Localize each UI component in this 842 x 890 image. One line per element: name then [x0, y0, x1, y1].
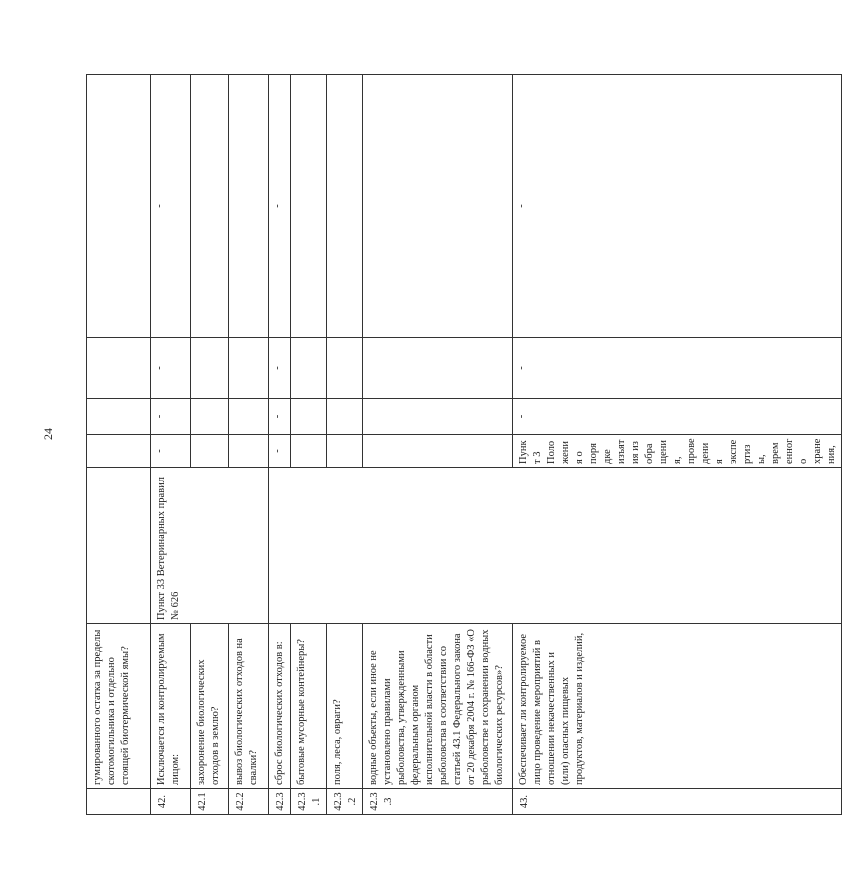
- answer-no-cell: [229, 399, 269, 435]
- note-cell: [191, 75, 229, 338]
- answer-yes-cell: -: [513, 399, 842, 435]
- question-cell: поля, леса, овраги?: [327, 624, 363, 789]
- answer-no-cell: -: [513, 338, 842, 399]
- table-row: [327, 75, 363, 815]
- answer-no-cell: -: [151, 399, 191, 435]
- row-number: 42.1: [191, 789, 229, 815]
- table-row: [269, 75, 291, 815]
- note-cell: -: [151, 75, 191, 338]
- table-row: [191, 75, 229, 815]
- answer-yes-cell: [291, 435, 327, 468]
- note-cell: [229, 75, 269, 338]
- row-number: 43.: [513, 789, 842, 815]
- reference-cell: Пункт 3 Положения о порядке изъятия из обращения, проведения экспертизы, временного хранения,: [513, 435, 842, 468]
- note-cell: [291, 75, 327, 338]
- answer-no-cell: -: [269, 399, 291, 435]
- table-row: [363, 75, 513, 815]
- answer-yes-cell: [363, 435, 513, 468]
- answer-na-cell: [327, 338, 363, 399]
- answer-no-cell: [191, 399, 229, 435]
- checklist-table: [86, 74, 842, 815]
- note-cell: [327, 75, 363, 338]
- row-number: 42.: [151, 789, 191, 815]
- row-number: 42.3.2: [327, 789, 363, 815]
- question-cell: Исключается ли контролируемым лицом:: [151, 624, 191, 789]
- note-cell: -: [269, 75, 291, 338]
- row-number: 42.3: [269, 789, 291, 815]
- answer-na-cell: [229, 338, 269, 399]
- checklist-table-container: [86, 75, 837, 815]
- question-cell: водные объекты, если иное не установлено правилами рыболовства, утвержденными федеральным органом исполнительной власти в области рыболовства в соответствии со статьей 43.1 Федерального закона от 20 декабря 2004 г. № 166-ФЗ «О рыболовстве и сохранении водных биологических ресурсов»?: [363, 624, 513, 789]
- reference-cell: [269, 468, 842, 624]
- reference-cell: Пункт 33 Ветеринарных правил № 626: [151, 468, 269, 624]
- answer-no-cell: [363, 399, 513, 435]
- table-row: [513, 75, 842, 815]
- table-row: [87, 75, 151, 815]
- question-cell: Обеспечивает ли контролируемое лицо проведение мероприятий в отношении некачественных и (или) опасных пищевых продуктов, материалов и изделий,: [513, 624, 842, 789]
- table-row: [291, 75, 327, 815]
- answer-yes-cell: -: [269, 435, 291, 468]
- answer-na-cell: -: [513, 75, 842, 338]
- answer-yes-cell: -: [151, 435, 191, 468]
- answer-na-cell: [87, 338, 151, 399]
- row-number: [87, 789, 151, 815]
- answer-yes-cell: [191, 435, 229, 468]
- table-row: [229, 75, 269, 815]
- row-number: 42.2: [229, 789, 269, 815]
- question-cell: захоронение биологических отходов в землю?: [191, 624, 229, 789]
- row-number: 42.3.3: [363, 789, 513, 815]
- answer-yes-cell: [87, 435, 151, 468]
- table-row: [151, 75, 191, 815]
- answer-na-cell: -: [151, 338, 191, 399]
- answer-no-cell: [327, 399, 363, 435]
- answer-na-cell: [291, 338, 327, 399]
- answer-na-cell: -: [269, 338, 291, 399]
- note-cell: [363, 75, 513, 338]
- answer-no-cell: [291, 399, 327, 435]
- question-cell: гумированного остатка за пределы скотомогильника и отдельно стоящей биотермической ямы?: [87, 624, 151, 789]
- question-cell: вывоз биологических отходов на свалки?: [229, 624, 269, 789]
- answer-yes-cell: [229, 435, 269, 468]
- question-cell: сброс биологических отходов в:: [269, 624, 291, 789]
- answer-na-cell: [191, 338, 229, 399]
- note-cell: [87, 75, 151, 338]
- answer-na-cell: [363, 338, 513, 399]
- question-cell: бытовые мусорные контейнеры?: [291, 624, 327, 789]
- reference-cell: [87, 468, 151, 624]
- page-number: 24: [41, 428, 55, 440]
- answer-yes-cell: [327, 435, 363, 468]
- answer-no-cell: [87, 399, 151, 435]
- row-number: 42.3.1: [291, 789, 327, 815]
